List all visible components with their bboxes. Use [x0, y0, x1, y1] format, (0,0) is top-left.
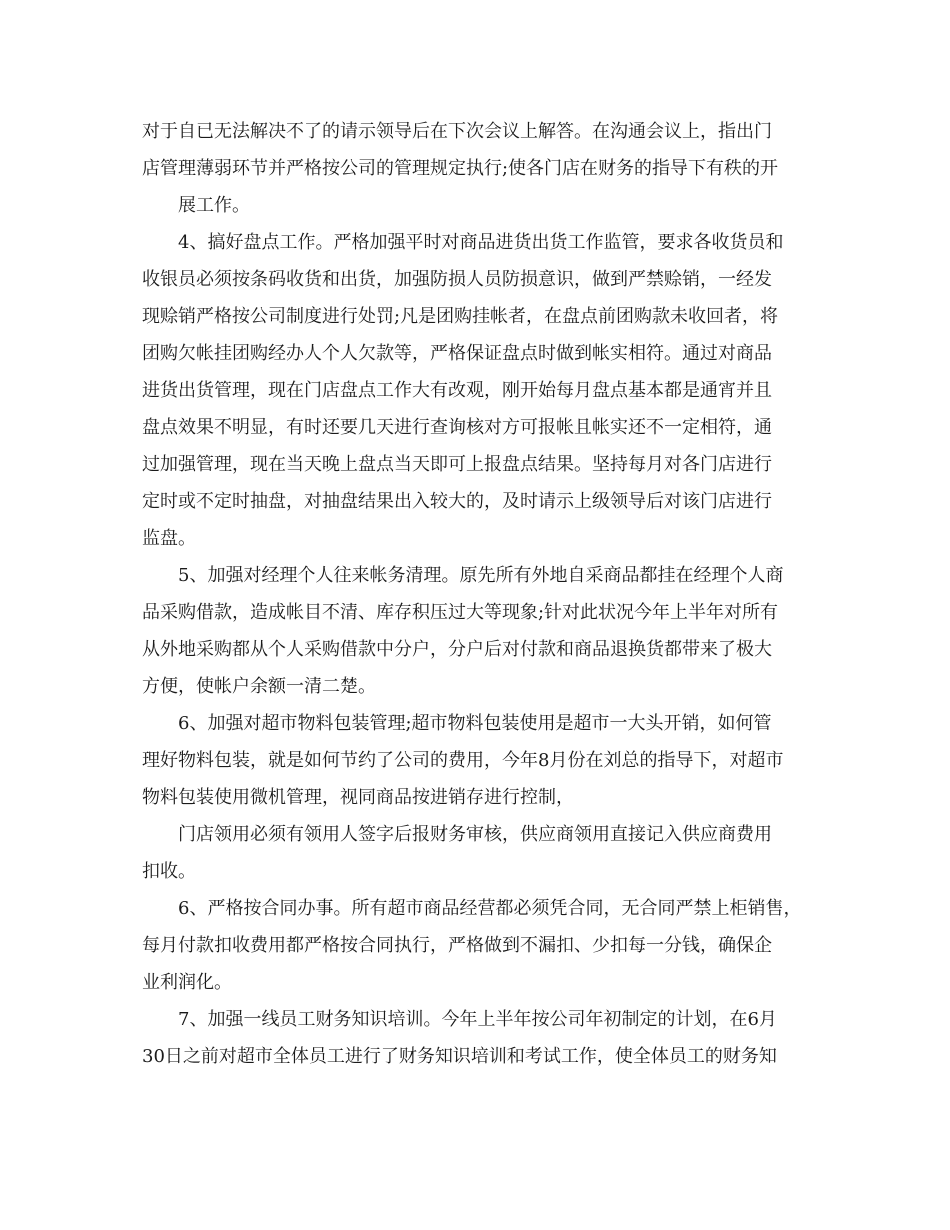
text-line: 进货出货管理，现在门店盘点工作大有改观，刚开始每月盘点基本都是通宵并且: [142, 380, 772, 401]
text-line: 从外地采购都从个人采购借款中分户，分户后对付款和商品退换货都带来了极大: [142, 639, 772, 660]
text-line: 7、加强一线员工财务知识培训。今年上半年按公司年初制定的计划，在6月: [178, 1009, 777, 1030]
text-line: 每月付款扣收费用都严格按合同执行，严格做到不漏扣、少扣每一分钱，确保企: [142, 935, 772, 956]
text-line: 收银员必须按条码收货和出货，加强防损人员防损意识，做到严禁赊销，一经发: [142, 269, 772, 290]
text-line: 盘点效果不明显，有时还要几天进行查询核对方可报帐且帐实还不一定相符，通: [142, 417, 772, 438]
text-line: 现赊销严格按公司制度进行处罚;凡是团购挂帐者，在盘点前团购款未收回者，将: [142, 306, 779, 327]
text-line: 监盘。: [142, 528, 196, 549]
text-line: 门店领用必须有领用人签字后报财务审核，供应商领用直接记入供应商费用: [178, 824, 772, 845]
text-line: 理好物料包装，就是如何节约了公司的费用，今年8月份在刘总的指导下，对超市: [142, 750, 784, 771]
text-line: 6、加强对超市物料包装管理;超市物料包装使用是超市一大头开销，如何管: [178, 713, 772, 734]
text-line: 展工作。: [178, 195, 250, 216]
text-line: 扣收。: [142, 861, 196, 882]
text-line: 对于自已无法解决不了的请示领导后在下次会议上解答。在沟通会议上，指出门: [142, 121, 772, 142]
text-line: 30日之前对超市全体员工进行了财务知识培训和考试工作，使全体员工的财务知: [142, 1046, 777, 1067]
text-line: 团购欠帐挂团购经办人个人欠款等，严格保证盘点时做到帐实相符。通过对商品: [142, 343, 772, 364]
text-line: 5、加强对经理个人往来帐务清理。原先所有外地自采商品都挂在经理个人商: [178, 565, 784, 586]
text-line: 方便，使帐户余额一清二楚。: [142, 676, 376, 697]
text-line: 过加强管理，现在当天晚上盘点当天即可上报盘点结果。坚持每月对各门店进行: [142, 454, 772, 475]
text-line: 定时或不定时抽盘，对抽盘结果出入较大的，及时请示上级领导后对该门店进行: [142, 491, 772, 512]
text-line: 店管理薄弱环节并严格按公司的管理规定执行;使各门店在财务的指导下有秩的开: [142, 158, 779, 179]
text-line: 品采购借款，造成帐目不清、库存积压过大等现象;针对此状况今年上半年对所有: [142, 602, 779, 623]
text-line: 4、搞好盘点工作。严格加强平时对商品进货出货工作监管，要求各收货员和: [178, 232, 784, 253]
text-line: 6、严格按合同办事。所有超市商品经营都必须凭合同，无合同严禁上柜销售，: [178, 898, 802, 919]
text-line: 业利润化。: [142, 972, 232, 993]
text-line: 物料包装使用微机管理，视同商品按进销存进行控制，: [142, 787, 574, 808]
